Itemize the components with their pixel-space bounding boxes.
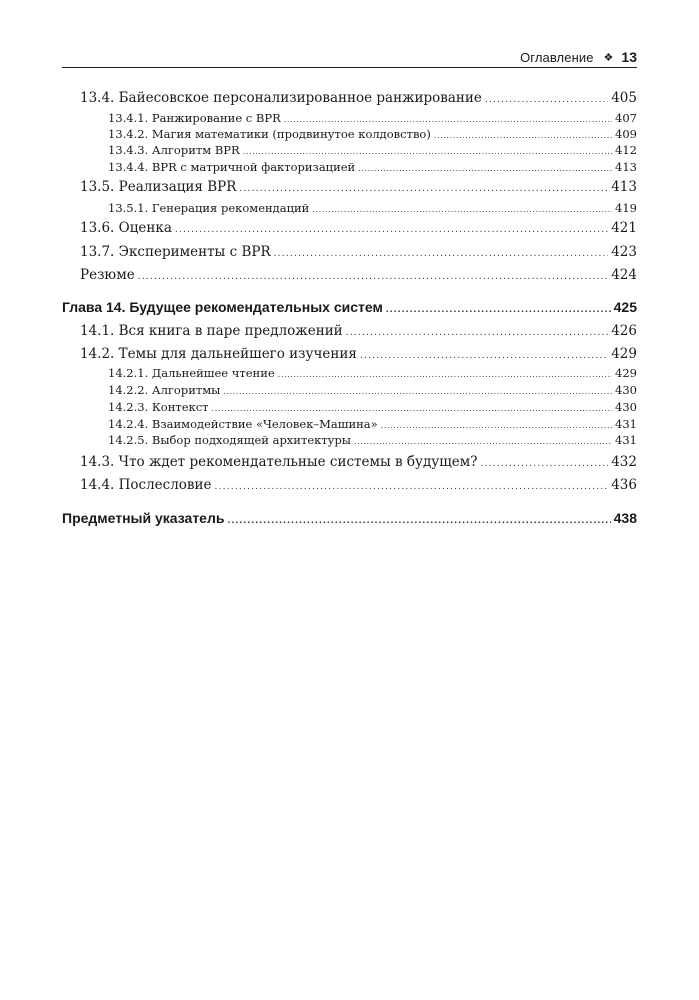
- toc-entry-page: 419: [615, 201, 637, 215]
- dot-leader: [278, 370, 612, 379]
- dot-leader: [481, 459, 609, 469]
- dot-leader: [386, 304, 611, 315]
- toc-entry[interactable]: [62, 127, 637, 141]
- toc-entry-label: 13.5. Реализация BPR: [80, 179, 237, 195]
- toc-entry-label: 13.6. Оценка: [80, 220, 172, 236]
- toc-entry-page: 438: [613, 510, 637, 526]
- toc-entry[interactable]: [62, 267, 637, 283]
- toc-entry[interactable]: [62, 244, 637, 260]
- toc-entry[interactable]: [62, 143, 637, 157]
- dot-leader: [358, 164, 612, 173]
- toc-entry[interactable]: [62, 220, 637, 236]
- toc-entry[interactable]: [62, 383, 637, 397]
- dot-leader: [138, 272, 609, 282]
- toc-entry[interactable]: [62, 366, 637, 380]
- toc-entry-page: 431: [615, 417, 637, 431]
- toc-entry-page: 413: [615, 160, 637, 174]
- toc-entry-page: 405: [611, 90, 637, 106]
- toc-entry-page: 431: [615, 433, 637, 447]
- dot-leader: [243, 147, 612, 156]
- dot-leader: [381, 421, 612, 430]
- toc-entry[interactable]: [62, 477, 637, 493]
- toc-entry[interactable]: [62, 111, 637, 125]
- dot-leader: [175, 225, 608, 235]
- dot-leader: [312, 205, 612, 214]
- toc-entry-label: 14.2.1. Дальнейшее чтение: [108, 366, 275, 380]
- dot-leader: [360, 351, 608, 361]
- toc-chapter-entry[interactable]: [62, 299, 637, 315]
- toc-entry-label: 14.2. Темы для дальнейшего изучения: [80, 346, 357, 362]
- toc-entry-page: 407: [615, 111, 637, 125]
- toc-entry-page: 421: [611, 220, 637, 236]
- toc-entry-label: 13.5.1. Генерация рекомендаций: [108, 201, 310, 215]
- toc-entry-label: 14.4. Послесловие: [80, 477, 212, 493]
- toc-entry[interactable]: [62, 90, 637, 106]
- toc-entry-page: 436: [611, 477, 637, 493]
- header-page-number: 13: [621, 49, 637, 65]
- toc-entry[interactable]: [62, 433, 637, 447]
- dot-leader: [346, 328, 609, 338]
- toc-entry-label: 14.2.5. Выбор подходящей архитектуры: [108, 433, 351, 447]
- running-header: [62, 47, 637, 68]
- toc-entry-label: Резюме: [80, 267, 135, 283]
- toc-entry-label: 13.4. Байесовское персонализированное ранжирование: [80, 90, 482, 106]
- toc-entry-page: 429: [615, 366, 637, 380]
- toc-entry-label: 13.4.1. Ранжирование с BPR: [108, 111, 281, 125]
- dot-leader: [223, 387, 612, 396]
- toc-entry-page: 425: [613, 299, 637, 315]
- dot-leader: [485, 95, 608, 105]
- toc-entry-page: 426: [611, 323, 637, 339]
- toc-entry[interactable]: [62, 454, 637, 470]
- dot-leader: [227, 515, 610, 526]
- dot-leader: [239, 184, 608, 194]
- toc-entry-label: Глава 14. Будущее рекомендательных систем: [62, 299, 383, 315]
- toc-entry[interactable]: [62, 346, 637, 362]
- toc-entry-page: 412: [615, 143, 637, 157]
- toc-entry-page: 430: [615, 400, 637, 414]
- toc-entry-label: 13.4.4. BPR с матричной факторизацией: [108, 160, 356, 174]
- toc-entry-page: 429: [611, 346, 637, 362]
- toc-entry[interactable]: [62, 201, 637, 215]
- toc-entry-label: 13.7. Эксперименты с BPR: [80, 244, 271, 260]
- toc-entry[interactable]: [62, 179, 637, 195]
- toc-entry-label: 14.3. Что ждет рекомендательные системы в будущем?: [80, 454, 478, 470]
- dot-leader: [274, 249, 609, 259]
- toc-entry[interactable]: [62, 323, 637, 339]
- toc-entry-label: 13.4.3. Алгоритм BPR: [108, 143, 240, 157]
- dot-leader: [434, 131, 612, 140]
- dot-leader: [215, 482, 609, 492]
- toc-entry[interactable]: [62, 400, 637, 414]
- toc-entry-page: 413: [611, 179, 637, 195]
- dot-leader: [284, 115, 612, 124]
- toc-entry-page: 424: [611, 267, 637, 283]
- toc-entry-label: 14.2.4. Взаимодействие «Человек–Машина»: [108, 417, 378, 431]
- header-ornament-icon: ❖: [603, 51, 614, 64]
- toc-entry-label: 14.2.3. Контекст: [108, 400, 209, 414]
- toc-entry-label: 14.1. Вся книга в паре предложений: [80, 323, 343, 339]
- toc-entry-page: 423: [611, 244, 637, 260]
- dot-leader: [212, 404, 613, 413]
- toc-entry-label: 13.4.2. Магия математики (продвинутое колдовство): [108, 127, 431, 141]
- toc-entry[interactable]: [62, 417, 637, 431]
- toc-entry-label: Предметный указатель: [62, 510, 225, 526]
- toc-entry-page: 432: [611, 454, 637, 470]
- toc-entry[interactable]: [62, 160, 637, 174]
- dot-leader: [354, 437, 612, 446]
- toc-entry-page: 409: [615, 127, 637, 141]
- toc-entry-page: 430: [615, 383, 637, 397]
- toc-entry-label: 14.2.2. Алгоритмы: [108, 383, 221, 397]
- toc-index-entry[interactable]: [62, 510, 637, 526]
- header-section-title: Оглавление: [520, 49, 594, 65]
